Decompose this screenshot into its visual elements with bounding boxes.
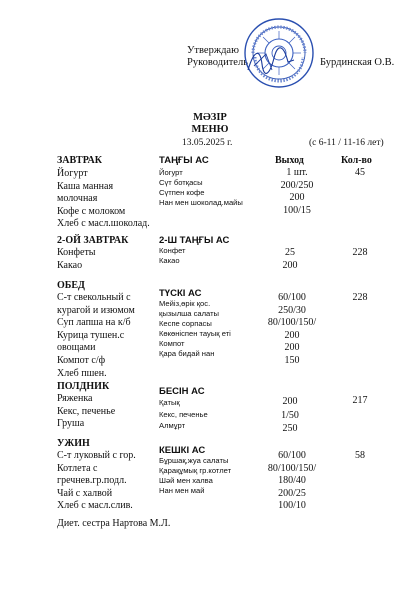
meal-title-ru: ОБЕД (57, 280, 85, 291)
exit-value: 25 (285, 247, 295, 258)
ru-item: Суп лапша на к/б (57, 317, 131, 329)
ru-item: курагой и изюмом (57, 304, 135, 316)
kz-item: Нан мен май (159, 486, 205, 495)
kz-item: Какао (159, 256, 180, 265)
kz-item: Йогурт (159, 168, 183, 177)
ru-item: Хлеб с масл.слив. (57, 500, 133, 512)
ru-item: Хлеб с масл.шоколад. (57, 218, 150, 230)
ru-item: Ряженка (57, 393, 93, 404)
count-value: 45 (355, 167, 365, 178)
meal-title-ru: ЗАВТРАК (57, 155, 103, 166)
kz-item: Қатық (159, 398, 180, 407)
ru-item: Конфеты (57, 247, 96, 258)
exit-value: 100/15 (283, 204, 311, 216)
kz-item: Кеспе сорпасы (159, 319, 212, 328)
ru-item: молочная (57, 193, 98, 205)
kz-item: Алмұрт (159, 421, 186, 430)
approval-line-1: Утверждаю (187, 45, 239, 56)
meal-title-kz: КЕШКІ АС (159, 445, 206, 456)
approver-name: Бурдинская О.В. (320, 57, 395, 68)
kz-item: Сүтпен кофе (159, 188, 205, 197)
age-range: (с 6-11 / 11-16 лет) (309, 138, 384, 148)
ru-item: Кекс, печенье (57, 405, 116, 417)
exit-value: 200 (282, 396, 298, 407)
ru-item: Йогурт (57, 168, 88, 179)
menu-date: 13.05.2025 г. (182, 138, 233, 148)
exit-value: 1 шт. (286, 167, 308, 178)
exit-value: 200 (284, 342, 300, 354)
ru-item: Груша (57, 418, 85, 430)
meal-title-ru: 2-ОЙ ЗАВТРАК (57, 235, 129, 246)
exit-value: 100/10 (278, 500, 306, 512)
ru-item: Котлета с (57, 462, 98, 474)
kz-item: Шәй мен халва (159, 476, 213, 485)
count-value: 217 (352, 395, 368, 406)
menu-title-ru: МЕНЮ (191, 124, 229, 135)
exit-value: 180/40 (278, 475, 306, 487)
signature-icon (244, 40, 298, 80)
kz-item: Қара бидай нан (159, 349, 215, 358)
ru-item: Какао (57, 259, 83, 271)
exit-value: 1/50 (281, 409, 299, 421)
ru-item: Каша манная (57, 180, 114, 192)
meal-title-kz: ТҮСКІ АС (159, 288, 202, 299)
ru-item: Чай с халвой (57, 487, 113, 499)
meal-title-kz: ТАҢҒЫ АС (159, 155, 209, 166)
meal-title-kz: 2-Ш ТАҢҒЫ АС (159, 235, 230, 246)
exit-value: 250 (282, 423, 298, 434)
kz-item: Көкөніспен тауық еті (159, 329, 231, 338)
column-header-count: Кол-во (341, 155, 372, 166)
column-header-exit: Выход (275, 155, 304, 166)
ru-item: овощами (57, 342, 96, 354)
kz-item: Кекс, печенье (159, 409, 208, 419)
kz-item: Сүт ботқасы (159, 178, 203, 187)
dietitian-signature: Диет. сестра Нартова М.Л. (57, 518, 171, 529)
ru-item: Курица тушен.с (57, 329, 125, 341)
ru-item: Хлеб пшен. (57, 367, 107, 379)
exit-value: 60/100 (278, 292, 306, 303)
exit-value: 200/250 (280, 179, 314, 191)
exit-value: 200 (282, 259, 298, 271)
exit-value: 200 (289, 192, 305, 204)
kz-item: Нан мен шоколад.майы (159, 198, 243, 207)
exit-value: 200 (284, 329, 300, 341)
count-value: 58 (355, 450, 365, 461)
exit-value: 250/30 (278, 304, 306, 316)
ru-item: С-т свекольный с (57, 292, 131, 303)
count-value: 228 (352, 247, 368, 258)
kz-item: қызылша салаты (159, 309, 220, 318)
ru-item: Кофе с молоком (57, 205, 126, 217)
count-value: 228 (352, 292, 368, 303)
exit-value: 80/100/150/ (267, 462, 317, 474)
ru-item: Компот с/ф (57, 354, 106, 366)
menu-title-kz: МӘЗІР (193, 112, 227, 123)
ru-item: гречнев.гр.подл. (57, 475, 127, 487)
exit-value: 150 (284, 354, 300, 366)
kz-item: Конфет (159, 246, 186, 255)
kz-item: Бұршақ,жуа салаты (159, 456, 229, 465)
exit-value: 60/100 (278, 450, 306, 461)
kz-item: Компот (159, 339, 185, 348)
exit-value: 200/25 (278, 487, 306, 499)
kz-item: Қарақұмық гр.котлет (159, 466, 232, 475)
meal-title-ru: ПОЛДНИК (57, 381, 110, 392)
meal-title-kz: БЕСІН АС (159, 386, 205, 397)
approval-line-2: Руководитель (187, 57, 248, 68)
exit-value: 80/100/150/ (267, 317, 317, 329)
ru-item: С-т луковый с гор. (57, 450, 136, 461)
meal-title-ru: УЖИН (57, 438, 90, 449)
kz-item: Мейіз,өрік қос. (159, 299, 211, 308)
